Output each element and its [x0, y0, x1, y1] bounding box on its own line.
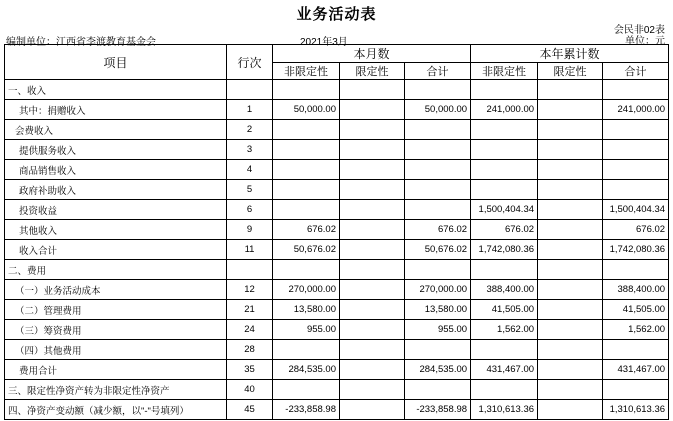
table-row	[5, 380, 669, 400]
cell-y-r	[538, 320, 603, 340]
cell-y-u: 431,467.00	[471, 360, 538, 380]
row-line-number: 21	[227, 300, 273, 320]
table-row	[5, 140, 669, 160]
cell-m-u: 13,580.00	[273, 300, 340, 320]
cell-y-t	[603, 80, 669, 100]
row-line-number	[227, 260, 273, 280]
row-label: （二）管理费用	[5, 300, 227, 320]
cell-y-u	[471, 80, 538, 100]
cell-y-u: 241,000.00	[471, 100, 538, 120]
cell-y-r	[538, 260, 603, 280]
cell-m-r	[340, 340, 405, 360]
row-line-number: 1	[227, 100, 273, 120]
cell-y-u	[471, 260, 538, 280]
cell-m-r	[340, 380, 405, 400]
row-label: 提供服务收入	[5, 140, 227, 160]
cell-m-r	[340, 240, 405, 260]
row-label: 三、限定性净资产转为非限定性净资产	[5, 380, 227, 400]
cell-y-u	[471, 160, 538, 180]
row-line-number: 3	[227, 140, 273, 160]
row-line-number	[227, 80, 273, 100]
cell-y-r	[538, 120, 603, 140]
cell-m-u	[273, 200, 340, 220]
column-header-ytd-restricted: 限定性	[538, 63, 603, 80]
cell-y-t	[603, 180, 669, 200]
cell-m-u	[273, 180, 340, 200]
cell-y-u	[471, 120, 538, 140]
report-period: 2021年3月	[300, 37, 348, 48]
row-line-number: 11	[227, 240, 273, 260]
cell-m-u	[273, 140, 340, 160]
cell-m-t	[405, 80, 471, 100]
row-label: 投资收益	[5, 200, 227, 220]
cell-y-u: 1,742,080.36	[471, 240, 538, 260]
row-line-number: 4	[227, 160, 273, 180]
cell-y-t	[603, 380, 669, 400]
cell-y-t: 676.02	[603, 220, 669, 240]
cell-m-u: 284,535.00	[273, 360, 340, 380]
table-row	[5, 200, 669, 220]
row-label: 商品销售收入	[5, 160, 227, 180]
table-row	[5, 340, 669, 360]
row-label: 其中：捐赠收入	[5, 100, 227, 120]
table-row	[5, 320, 669, 340]
cell-m-t	[405, 140, 471, 160]
cell-m-t: 270,000.00	[405, 280, 471, 300]
cell-y-r	[538, 240, 603, 260]
table-row	[5, 300, 669, 320]
row-label: 四、净资产变动额（减少额，以"-"号填列）	[5, 400, 227, 420]
cell-m-r	[340, 220, 405, 240]
cell-y-t: 41,505.00	[603, 300, 669, 320]
row-label: 费用合计	[5, 360, 227, 380]
cell-m-u: 676.02	[273, 220, 340, 240]
cell-m-t	[405, 260, 471, 280]
cell-m-r	[340, 180, 405, 200]
cell-y-r	[538, 380, 603, 400]
column-header-line: 行次	[227, 45, 273, 80]
cell-m-u	[273, 160, 340, 180]
cell-y-r	[538, 100, 603, 120]
cell-m-t	[405, 340, 471, 360]
cell-y-r	[538, 80, 603, 100]
cell-y-u	[471, 380, 538, 400]
cell-y-u: 41,505.00	[471, 300, 538, 320]
cell-m-u	[273, 380, 340, 400]
cell-m-r	[340, 160, 405, 180]
table-row	[5, 260, 669, 280]
cell-y-r	[538, 200, 603, 220]
column-header-ytd-unrestricted: 非限定性	[471, 63, 538, 80]
row-label: （三）筹资费用	[5, 320, 227, 340]
cell-y-u: 388,400.00	[471, 280, 538, 300]
cell-m-t: 955.00	[405, 320, 471, 340]
cell-y-t	[603, 120, 669, 140]
table-row	[5, 180, 669, 200]
cell-m-t: 50,676.02	[405, 240, 471, 260]
cell-y-u	[471, 340, 538, 360]
table-row	[5, 280, 669, 300]
cell-y-u: 1,562.00	[471, 320, 538, 340]
cell-y-t	[603, 260, 669, 280]
cell-m-u: 270,000.00	[273, 280, 340, 300]
cell-y-r	[538, 280, 603, 300]
cell-y-u: 1,310,613.36	[471, 400, 538, 420]
row-label: 二、费用	[5, 260, 227, 280]
cell-y-u	[471, 180, 538, 200]
row-line-number: 28	[227, 340, 273, 360]
row-label: 政府补助收入	[5, 180, 227, 200]
column-header-ytd-total: 合计	[603, 63, 669, 80]
row-label: （一）业务活动成本	[5, 280, 227, 300]
report-title: 业务活动表	[296, 6, 377, 23]
cell-m-t: -233,858.98	[405, 400, 471, 420]
cell-m-t	[405, 180, 471, 200]
cell-y-t: 1,562.00	[603, 320, 669, 340]
cell-m-t	[405, 160, 471, 180]
cell-m-u	[273, 80, 340, 100]
column-header-month-unrestricted: 非限定性	[273, 63, 340, 80]
cell-y-r	[538, 220, 603, 240]
row-label: 会费收入	[5, 120, 227, 140]
row-line-number: 35	[227, 360, 273, 380]
row-line-number: 45	[227, 400, 273, 420]
row-label: （四）其他费用	[5, 340, 227, 360]
cell-y-t: 241,000.00	[603, 100, 669, 120]
cell-m-t	[405, 200, 471, 220]
row-line-number: 40	[227, 380, 273, 400]
table-row	[5, 400, 669, 420]
row-label: 收入合计	[5, 240, 227, 260]
cell-m-u: -233,858.98	[273, 400, 340, 420]
cell-m-u: 955.00	[273, 320, 340, 340]
column-header-month-total: 合计	[405, 63, 471, 80]
table-row	[5, 160, 669, 180]
cell-y-r	[538, 160, 603, 180]
form-code: 会民非02表	[613, 25, 665, 36]
column-group-ytd: 本年累计数	[471, 45, 669, 63]
column-group-month: 本月数	[273, 45, 471, 63]
cell-y-t: 431,467.00	[603, 360, 669, 380]
cell-y-t	[603, 140, 669, 160]
cell-y-t	[603, 340, 669, 360]
row-line-number: 2	[227, 120, 273, 140]
reporting-organization: 编制单位：江西省李渡教育基金会	[6, 37, 156, 48]
table-row	[5, 240, 669, 260]
cell-y-u	[471, 140, 538, 160]
cell-m-t	[405, 380, 471, 400]
cell-m-r	[340, 200, 405, 220]
cell-m-r	[340, 120, 405, 140]
cell-y-t: 1,742,080.36	[603, 240, 669, 260]
cell-m-t: 676.02	[405, 220, 471, 240]
cell-m-r	[340, 360, 405, 380]
cell-y-u: 1,500,404.34	[471, 200, 538, 220]
table-row	[5, 80, 669, 100]
cell-y-r	[538, 340, 603, 360]
cell-m-r	[340, 100, 405, 120]
row-line-number: 9	[227, 220, 273, 240]
cell-m-t: 284,535.00	[405, 360, 471, 380]
cell-m-u	[273, 260, 340, 280]
table-row	[5, 360, 669, 380]
cell-m-r	[340, 300, 405, 320]
cell-m-r	[340, 400, 405, 420]
cell-y-t: 1,310,613.36	[603, 400, 669, 420]
row-label: 一、收入	[5, 80, 227, 100]
cell-m-r	[340, 80, 405, 100]
cell-y-r	[538, 300, 603, 320]
column-header-item: 项目	[5, 45, 227, 80]
currency-unit: 单位：元	[625, 36, 665, 47]
cell-y-t: 1,500,404.34	[603, 200, 669, 220]
row-label: 其他收入	[5, 220, 227, 240]
row-line-number: 6	[227, 200, 273, 220]
cell-m-u	[273, 340, 340, 360]
cell-m-t: 13,580.00	[405, 300, 471, 320]
cell-m-r	[340, 320, 405, 340]
cell-y-r	[538, 360, 603, 380]
cell-y-u: 676.02	[471, 220, 538, 240]
cell-m-u: 50,000.00	[273, 100, 340, 120]
cell-m-t	[405, 120, 471, 140]
activity-table	[4, 44, 669, 420]
row-line-number: 5	[227, 180, 273, 200]
cell-m-t: 50,000.00	[405, 100, 471, 120]
cell-y-r	[538, 140, 603, 160]
table-row	[5, 120, 669, 140]
table-row	[5, 100, 669, 120]
row-line-number: 12	[227, 280, 273, 300]
cell-m-r	[340, 260, 405, 280]
cell-y-t	[603, 160, 669, 180]
cell-m-u: 50,676.02	[273, 240, 340, 260]
cell-y-r	[538, 180, 603, 200]
column-header-month-restricted: 限定性	[340, 63, 405, 80]
cell-m-u	[273, 120, 340, 140]
cell-y-r	[538, 400, 603, 420]
cell-m-r	[340, 140, 405, 160]
cell-y-t: 388,400.00	[603, 280, 669, 300]
cell-m-r	[340, 280, 405, 300]
row-line-number: 24	[227, 320, 273, 340]
table-row	[5, 220, 669, 240]
